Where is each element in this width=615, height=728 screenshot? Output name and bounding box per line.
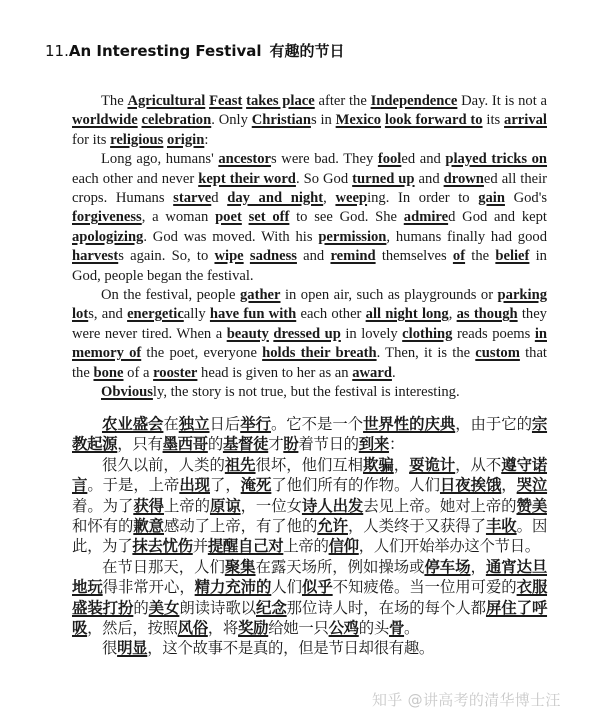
text-run: ，只有: [117, 435, 163, 454]
text-run: 朗读诗歌以: [179, 598, 256, 617]
vocab-highlight: 丰收: [485, 517, 517, 536]
vocab-highlight: of: [452, 248, 466, 265]
text-run: in lovely: [340, 325, 403, 342]
text-run: . So God: [295, 170, 353, 187]
vocab-highlight: 赞美: [516, 496, 547, 515]
vocab-highlight: 淹死: [240, 476, 272, 495]
text-run: ，然后，按照: [87, 619, 178, 638]
text-run: ，人们开始举办这个节日。: [358, 537, 540, 556]
text-run: 给她一只: [268, 619, 329, 638]
vocab-highlight: 信仰: [328, 537, 359, 556]
title-english: An Interesting Festival: [68, 42, 262, 60]
text-run: 不知疲倦。当一位用可爱的: [332, 578, 517, 597]
text-run: 了他们所有的作物。人们: [271, 476, 440, 495]
english-paragraph: [72, 383, 547, 402]
text-run: 很: [102, 639, 118, 658]
text-run: ，: [470, 557, 486, 576]
vocab-highlight: holds their breath: [262, 345, 377, 362]
text-run: s were bad. They: [271, 151, 378, 168]
text-run: :: [204, 131, 209, 148]
text-run: 。于是，上帝: [87, 476, 180, 495]
text-run: d God and kept: [448, 209, 547, 226]
text-run: to see God. She: [289, 209, 404, 226]
text-run: ：: [388, 435, 405, 454]
vocab-highlight: ancestor: [218, 151, 272, 168]
text-run: 日后: [209, 415, 241, 433]
vocab-highlight: kept their word: [198, 170, 296, 187]
vocab-highlight: 基督徒: [222, 435, 269, 454]
text-run: the poet, everyone: [141, 345, 263, 362]
text-run: the: [465, 248, 496, 265]
vocab-highlight: energetic: [127, 306, 184, 323]
text-run: . God was moved. With his: [143, 228, 319, 245]
text-run: ed all their crops. Humans: [72, 170, 548, 207]
vocab-highlight: 歉意: [133, 517, 164, 536]
text-run: ，: [501, 476, 517, 495]
vocab-highlight: beauty: [226, 325, 269, 342]
text-run: 才: [268, 435, 284, 454]
vocab-highlight: 宗教起源: [72, 415, 548, 454]
vocab-highlight: 屏住了呼吸: [72, 598, 548, 638]
vocab-highlight: 美女: [148, 598, 180, 617]
title-number: 11.: [45, 42, 69, 60]
text-run: ，人类终于又获得了: [347, 517, 486, 536]
vocab-highlight: 原谅: [209, 496, 241, 515]
text-run: 。: [404, 619, 420, 638]
vocab-highlight: worldwide: [72, 112, 138, 129]
vocab-highlight: gather: [239, 287, 281, 304]
text-run: they were never tired. When a: [72, 306, 547, 342]
vocab-highlight: as though: [456, 306, 518, 323]
text-run: reads poems: [452, 325, 535, 342]
vocab-highlight: 纪念: [256, 598, 287, 617]
vocab-highlight: bone: [93, 364, 124, 381]
text-run: 感动了上帝，有了他的: [164, 517, 318, 536]
text-run: 和怀有的: [72, 517, 134, 536]
vocab-highlight: 农业盛会: [102, 415, 164, 433]
text-run: themselves: [375, 248, 453, 265]
vocab-highlight: parking lot: [72, 287, 548, 323]
vocab-highlight: 风俗: [177, 619, 208, 638]
vocab-highlight: turned up: [352, 170, 415, 187]
text-run: 得非常开心，: [102, 578, 195, 597]
vocab-highlight: drown: [443, 170, 484, 187]
vocab-highlight: 举行: [240, 415, 271, 433]
vocab-highlight: celebration: [141, 112, 212, 129]
vocab-highlight: have fun with: [209, 306, 297, 323]
text-run: Day. It is not a: [457, 93, 547, 109]
text-run: ，这个故事不是真的，但是节日却很有趣。: [147, 639, 435, 658]
text-run: .: [391, 364, 396, 381]
english-paragraph: [72, 286, 547, 383]
text-run: 。它不是一个: [270, 415, 364, 433]
vocab-highlight: religious: [110, 131, 164, 148]
vocab-highlight: arrival: [504, 112, 547, 129]
vocab-highlight: 遵守诺言: [72, 455, 548, 495]
text-run: . Then, it is the: [376, 345, 476, 362]
vocab-highlight: in memory of: [72, 325, 547, 362]
chinese-translation: [72, 414, 547, 659]
text-run: ，一位女: [240, 496, 302, 515]
vocab-highlight: 奖励: [238, 619, 269, 638]
text-run: 在: [163, 415, 179, 433]
vocab-highlight: origin: [167, 131, 205, 148]
vocab-highlight: 通宵达旦地玩: [72, 557, 548, 597]
vocab-highlight: rooster: [153, 364, 198, 381]
vocab-highlight: Mexico: [335, 112, 382, 129]
vocab-highlight: dressed up: [273, 325, 341, 342]
text-run: 在露天场所，例如操场或: [255, 557, 425, 576]
vocab-highlight: 衣服盛装打扮: [72, 578, 548, 617]
vocab-highlight: 抹去忧伤: [132, 537, 193, 556]
text-run: 在节日那天，人们: [102, 557, 225, 576]
text-run: in God, people began the festival.: [72, 248, 547, 284]
text-run: that the: [72, 345, 547, 381]
chinese-paragraph: [72, 557, 547, 639]
text-run: ed and: [401, 151, 446, 168]
text-run: 。因此，为了: [72, 517, 548, 556]
vocab-highlight: 出现: [179, 476, 210, 495]
text-run: of a: [123, 364, 154, 381]
text-run: On the festival, people: [101, 287, 240, 304]
text-run: each other: [296, 306, 366, 323]
text-run: God's: [504, 190, 548, 207]
text-run: 那位诗人时，在场的每个人都: [286, 598, 486, 617]
vocab-highlight: gain: [478, 190, 505, 207]
text-run: 很久以前，人类的: [102, 455, 225, 474]
vocab-highlight: Feast: [209, 93, 243, 109]
text-run: and: [296, 248, 331, 265]
vocab-highlight: 诗人出发: [301, 496, 364, 515]
vocab-highlight: 欺骗: [363, 455, 394, 474]
text-run: its: [482, 112, 505, 129]
text-run: ,: [448, 306, 457, 323]
chinese-paragraph: [72, 414, 547, 455]
vocab-highlight: 聚集: [224, 557, 256, 576]
vocab-highlight: award: [352, 364, 392, 381]
page-title: [45, 40, 345, 61]
text-run: ，由于它的: [455, 415, 532, 433]
text-run: 上帝的: [283, 537, 329, 556]
vocab-highlight: 墨西哥: [162, 435, 208, 454]
text-run: 的: [133, 598, 149, 617]
text-run: , a woman: [141, 209, 216, 226]
vocab-highlight: Agricultural: [127, 93, 206, 109]
text-run: 去见上帝。她对上帝的: [363, 496, 517, 515]
vocab-highlight: takes place: [246, 93, 315, 109]
vocab-highlight: clothing: [402, 325, 453, 342]
text-run: for its: [72, 131, 111, 148]
vocab-highlight: 独立: [178, 415, 210, 433]
vocab-highlight: 耍诡计: [409, 455, 456, 474]
vocab-highlight: sadness: [249, 248, 297, 265]
text-run: 很坏，他们互相: [255, 455, 364, 474]
english-paragraph: [72, 150, 547, 286]
vocab-highlight: 精力充沛的: [194, 578, 272, 597]
vocab-highlight: day and night: [227, 190, 324, 207]
text-run: 了，: [210, 476, 241, 495]
text-run: 着。为了: [72, 496, 134, 515]
vocab-highlight: 允许: [317, 517, 348, 536]
chinese-paragraph: [72, 455, 547, 557]
vocab-highlight: belief: [495, 248, 530, 265]
text-run: s in: [310, 112, 336, 129]
vocab-highlight: look forward to: [384, 112, 483, 129]
text-run: s, and: [88, 306, 128, 323]
text-run: 着节日的: [298, 435, 359, 454]
text-run: ly, the story is not true, but the festival is interesting.: [152, 384, 460, 401]
text-run: and: [414, 170, 444, 187]
vocab-highlight: starve: [173, 190, 212, 207]
vocab-highlight: fool: [377, 151, 402, 168]
text-run: in open air, such as playgrounds or: [280, 287, 498, 304]
vocab-highlight: 世界性的庆典: [363, 415, 456, 433]
text-run: 的: [207, 435, 223, 454]
text-run: 并: [192, 537, 208, 556]
vocab-highlight: 公鸡: [328, 619, 359, 638]
vocab-highlight: 骨: [388, 619, 405, 638]
text-run: 上帝的: [163, 496, 210, 515]
zhihu-watermark: 知乎 @讲高考的清华博士汪: [372, 691, 561, 709]
vocab-highlight: 停车场: [424, 557, 471, 576]
vocab-highlight: poet: [215, 209, 242, 226]
english-passage: [72, 92, 547, 403]
vocab-highlight: played tricks on: [445, 151, 548, 168]
vocab-highlight: 明显: [117, 639, 148, 658]
vocab-highlight: 盼: [283, 435, 299, 454]
vocab-highlight: 哭泣: [516, 476, 548, 495]
vocab-highlight: all night long: [365, 306, 449, 323]
vocab-highlight: Christian: [251, 112, 311, 129]
vocab-highlight: remind: [330, 248, 376, 265]
vocab-highlight: 到来: [358, 435, 389, 454]
vocab-highlight: set off: [248, 209, 290, 226]
text-run: after the: [314, 93, 371, 109]
text-run: [242, 209, 249, 225]
vocab-highlight: 日夜挨饿: [439, 476, 502, 495]
text-run: ，: [393, 455, 410, 474]
text-run: . Only: [211, 112, 252, 129]
text-run: ，将: [207, 619, 239, 638]
text-run: 人们: [271, 578, 302, 597]
text-run: ,: [323, 190, 336, 207]
text-run: , humans finally had good: [386, 228, 547, 245]
vocab-highlight: custom: [475, 345, 520, 362]
text-run: 的头: [358, 619, 389, 638]
text-run: head is given to her as an: [197, 364, 353, 381]
text-run: ally: [183, 306, 210, 323]
vocab-highlight: weep: [335, 190, 368, 207]
vocab-highlight: harvest: [72, 248, 119, 265]
vocab-highlight: 获得: [133, 496, 164, 515]
text-run: each other and never: [72, 170, 199, 187]
vocab-highlight: 提醒自己对: [207, 537, 284, 556]
vocab-highlight: forgiveness: [72, 209, 142, 226]
text-run: ing. In order to: [367, 190, 479, 207]
text-run: The: [101, 93, 128, 109]
text-run: s again. So, to: [118, 248, 215, 265]
text-run: d: [211, 190, 228, 207]
english-paragraph: [72, 92, 547, 150]
chinese-paragraph: [72, 638, 547, 658]
vocab-highlight: wipe: [214, 248, 244, 265]
vocab-highlight: 似乎: [301, 578, 333, 597]
text-run: Long ago, humans': [101, 151, 219, 168]
vocab-highlight: apologizing: [72, 228, 144, 245]
vocab-highlight: admire: [403, 209, 449, 226]
vocab-highlight: Independence: [370, 93, 458, 109]
title-chinese: 有趣的节日: [269, 42, 345, 60]
vocab-highlight: Obvious: [101, 384, 153, 401]
vocab-highlight: 祖先: [224, 455, 256, 474]
vocab-highlight: permission: [318, 228, 387, 245]
text-run: ，从不: [455, 455, 502, 474]
